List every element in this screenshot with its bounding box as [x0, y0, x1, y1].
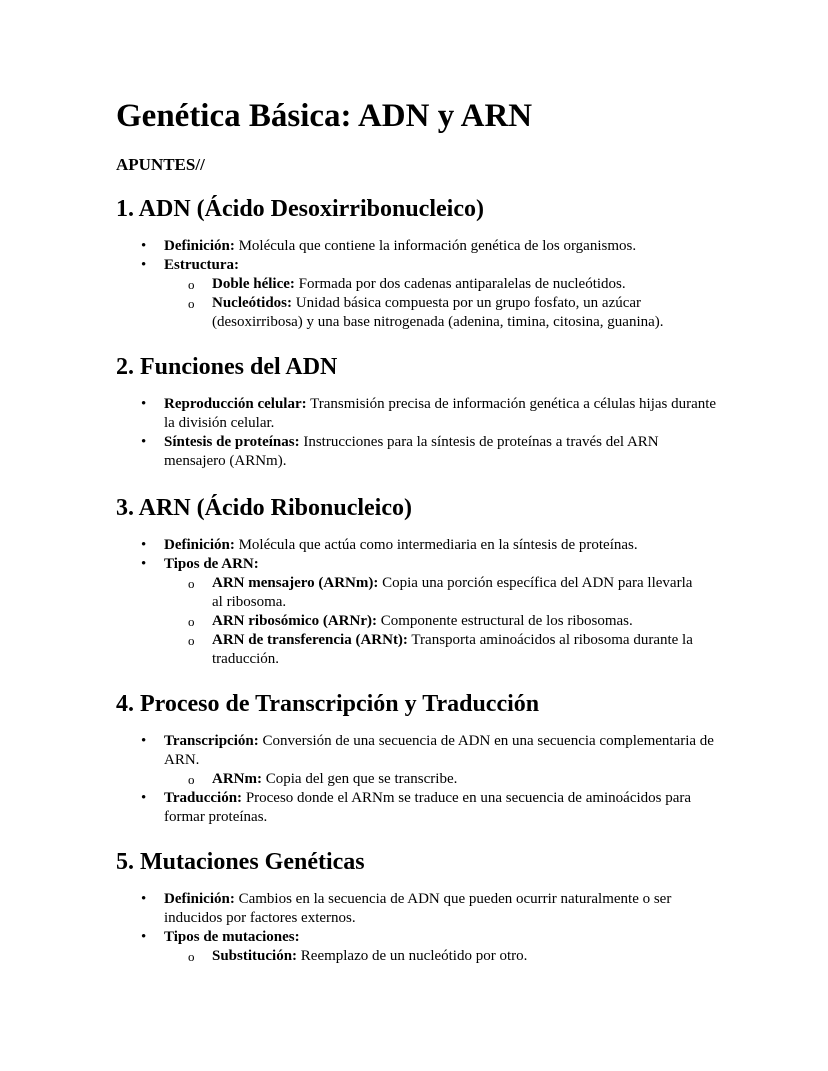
sub-list-item — [164, 574, 704, 612]
item-text: Cambios en la secuencia de ADN que pueden ocurrir naturalmente o ser inducidos por factores externos. — [164, 891, 672, 926]
item-text: Unidad básica compuesta por un grupo fosfato, un azúcar (desoxirribosa) y una base nitrogenada (adenina, timina, citosina, guanina). — [212, 295, 664, 330]
item-label: Reproducción celular: — [164, 396, 307, 412]
sub-list — [164, 275, 724, 332]
list-item — [116, 536, 724, 555]
sub-list-item — [164, 770, 704, 789]
item-text: Componente estructural de los ribosomas. — [376, 613, 633, 629]
item-label: Estructura: — [164, 257, 239, 273]
section-heading: 1. ADN (Ácido Desoxirribonucleico) — [116, 196, 484, 222]
list-item — [116, 237, 724, 256]
bullet-list — [116, 395, 716, 471]
sub-list — [164, 574, 724, 669]
list-item — [116, 395, 724, 433]
item-text: Proceso donde el ARNm se traduce en una secuencia de aminoácidos para formar proteínas. — [164, 790, 692, 825]
sub-list — [164, 947, 724, 966]
list-item — [116, 789, 724, 827]
item-label: Definición: — [164, 891, 235, 907]
item-label: ARNm: — [212, 771, 262, 787]
item-label: Síntesis de proteínas: — [164, 434, 300, 450]
sub-list-item — [164, 631, 704, 669]
list-item — [116, 555, 724, 669]
item-text: Molécula que contiene la información genética de los organismos. — [234, 238, 637, 254]
item-text: Instrucciones para la síntesis de proteínas a través del ARN mensajero (ARNm). — [164, 434, 659, 469]
item-label: ARN de transferencia (ARNt): — [212, 632, 408, 648]
sub-list-item — [164, 294, 704, 332]
section-heading: 4. Proceso de Transcripción y Traducción — [116, 691, 540, 717]
sub-list-item — [164, 275, 704, 294]
section-heading: 3. ARN (Ácido Ribonucleico) — [116, 495, 412, 521]
list-item — [116, 928, 724, 966]
item-label: Tipos de ARN: — [164, 556, 259, 572]
item-text: Transporta aminoácidos al ribosoma durante la traducción. — [212, 632, 693, 667]
item-text: Conversión de una secuencia de ADN en una secuencia complementaria de ARN. — [164, 733, 714, 768]
item-label: Traducción: — [164, 790, 243, 806]
item-label: Definición: — [164, 238, 235, 254]
sub-list — [164, 770, 724, 789]
item-text: Copia del gen que se transcribe. — [262, 771, 458, 787]
list-item — [116, 433, 724, 471]
item-label: Tipos de mutaciones: — [164, 929, 300, 945]
item-label: Substitución: — [212, 948, 298, 964]
section-mutaciones — [116, 847, 716, 966]
document-title: Genética Básica: ADN y ARN — [116, 98, 533, 134]
item-text: Reemplazo de un nucleótido por otro. — [297, 948, 528, 964]
item-label: Nucleótidos: — [212, 295, 292, 311]
section-funciones-adn — [116, 352, 716, 471]
item-text: Transmisión precisa de información genética a células hijas durante la división celular. — [164, 396, 717, 431]
section-arn — [116, 493, 716, 669]
section-transcripcion-traduccion — [116, 689, 716, 827]
item-text: Formada por dos cadenas antiparalelas de nucleótidos. — [294, 276, 626, 292]
item-text: Molécula que actúa como intermediaria en la síntesis de proteínas. — [234, 537, 638, 553]
list-item — [116, 732, 724, 789]
sub-list-item — [164, 947, 704, 966]
bullet-list — [116, 732, 716, 827]
bullet-list — [116, 237, 716, 332]
document-subtitle: APUNTES// — [116, 155, 205, 174]
item-label: ARN mensajero (ARNm): — [212, 575, 379, 591]
item-label: Doble hélice: — [212, 276, 295, 292]
bullet-list — [116, 890, 716, 966]
item-label: ARN ribosómico (ARNr): — [212, 613, 377, 629]
section-adn — [116, 194, 716, 332]
bullet-list — [116, 536, 716, 669]
section-heading: 5. Mutaciones Genéticas — [116, 849, 365, 875]
item-label: Definición: — [164, 537, 235, 553]
item-label: Transcripción: — [164, 733, 259, 749]
item-text: Copia una porción específica del ADN para llevarla al ribosoma. — [212, 575, 693, 610]
sub-list-item — [164, 612, 704, 631]
list-item — [116, 256, 724, 332]
section-heading: 2. Funciones del ADN — [116, 354, 338, 380]
list-item — [116, 890, 724, 928]
